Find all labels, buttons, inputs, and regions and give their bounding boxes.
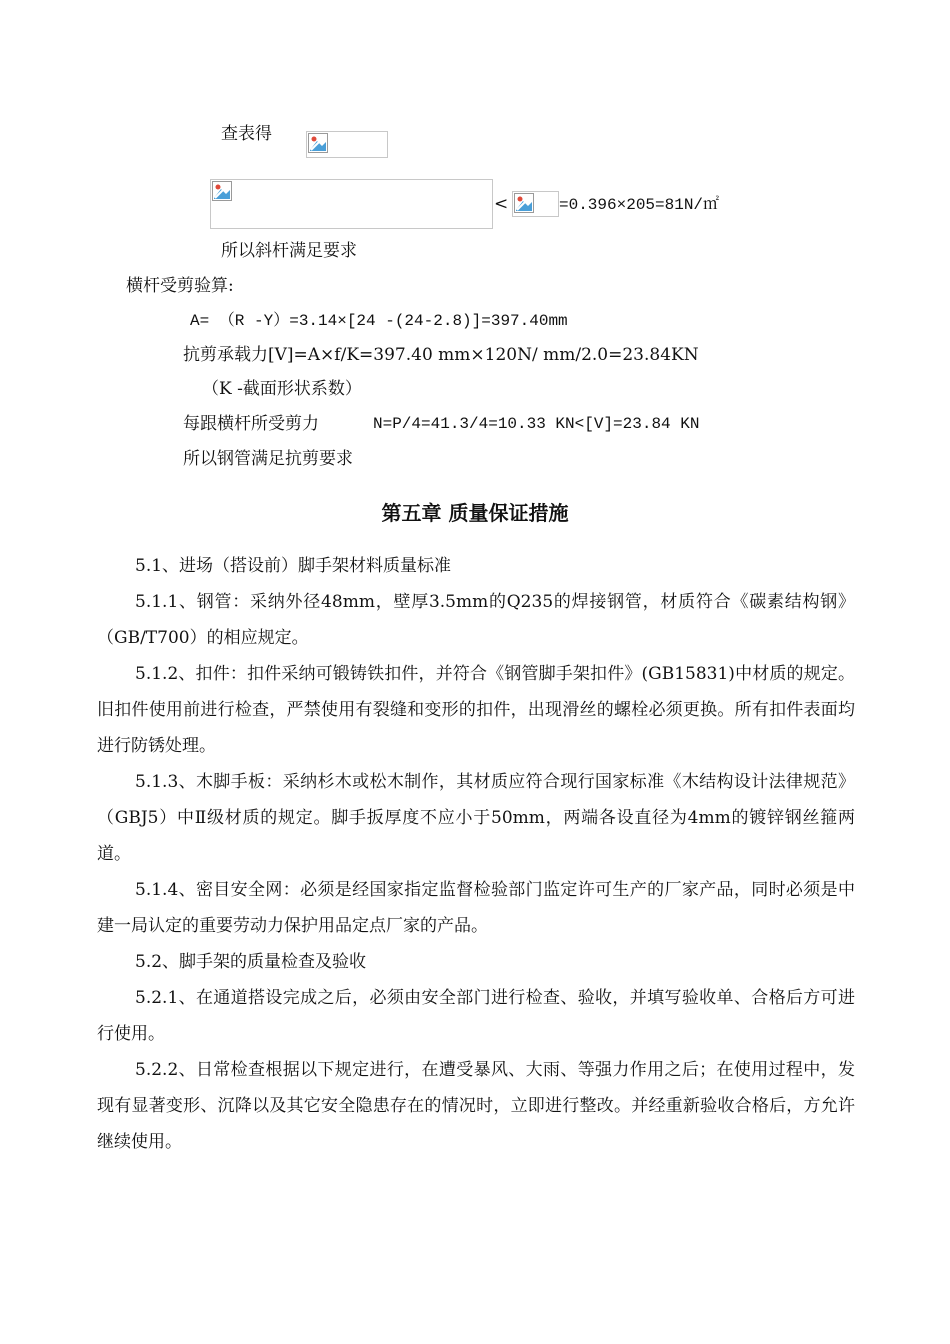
- broken-image-icon: [308, 133, 328, 153]
- less-than-sign: <: [494, 194, 509, 214]
- area-formula: A= （R -Y）=3.14×[24 -(24-2.8)]=397.40mm: [190, 312, 568, 330]
- per-bar-shear-formula: N=P/4=41.3/4=10.33 KN<[V]=23.84 KN: [373, 415, 700, 433]
- pipe-shear-conclusion: 所以钢管满足抗剪要求: [183, 449, 353, 469]
- formula-image-2: [210, 179, 493, 229]
- paragraph: 5.1、进场（搭设前）脚手架材料质量标准: [135, 556, 452, 576]
- chapter-title: 第五章 质量保证措施: [381, 501, 569, 525]
- broken-image-icon: [212, 181, 232, 201]
- formula-image-1: [306, 131, 388, 158]
- paragraph: 5.1.4、密目安全网：必须是经国家指定监督检验部门监定许可生产的厂家产品，同时必须是中建一局认定的重要劳动力保护用品定点厂家的产品。: [97, 880, 855, 936]
- formula-result: =0.396×205=81N/㎡: [559, 196, 720, 214]
- formula-image-3: [512, 191, 559, 217]
- broken-image-icon: [514, 193, 534, 213]
- shear-capacity-formula: 抗剪承载力[V]=A×f/K=397.40 mm×120N/ mm/2.0=23.84KN: [183, 345, 699, 365]
- brace-conclusion: 所以斜杆满足要求: [221, 241, 357, 261]
- paragraph: 5.1.1、钢管：采纳外径48mm，壁厚3.5mm的Q235的焊接钢管，材质符合《碳素结构钢》（GB/T700）的相应规定。: [97, 592, 855, 648]
- paragraph: 5.2.2、日常检查根据以下规定进行，在遭受暴风、大雨、等强力作用之后；在使用过程中，发现有显著变形、沉降以及其它安全隐患存在的情况时，立即进行整改。并经重新验收合格后，方允许继续使用。: [97, 1060, 855, 1152]
- per-bar-shear-label: 每跟横杆所受剪力: [183, 414, 319, 434]
- paragraph: 5.1.3、木脚手板：采纳杉木或松木制作，其材质应符合现行国家标准《木结构设计法律规范》（GBJ5）中Ⅱ级材质的规定。脚手扳厚度不应小于50mm，两端各设直径为4mm的镀锌钢丝箍两道。: [97, 772, 855, 864]
- paragraph: 5.1.2、扣件：扣件采纳可锻铸铁扣件，并符合《钢管脚手架扣件》(GB15831)中材质的规定。旧扣件使用前进行检查，严禁使用有裂缝和变形的扣件，出现滑丝的螺栓必须更换。所有扣件表面均进行防锈处理。: [97, 664, 855, 756]
- k-coefficient-note: （K -截面形状系数）: [202, 379, 362, 399]
- lookup-label: 查表得: [221, 124, 272, 144]
- shear-check-title: 横杆受剪验算:: [126, 276, 234, 296]
- paragraph: 5.2.1、在通道搭设完成之后，必须由安全部门进行检查、验收，并填写验收单、合格后方可进行使用。: [97, 988, 855, 1044]
- paragraph: 5.2、脚手架的质量检查及验收: [135, 952, 367, 972]
